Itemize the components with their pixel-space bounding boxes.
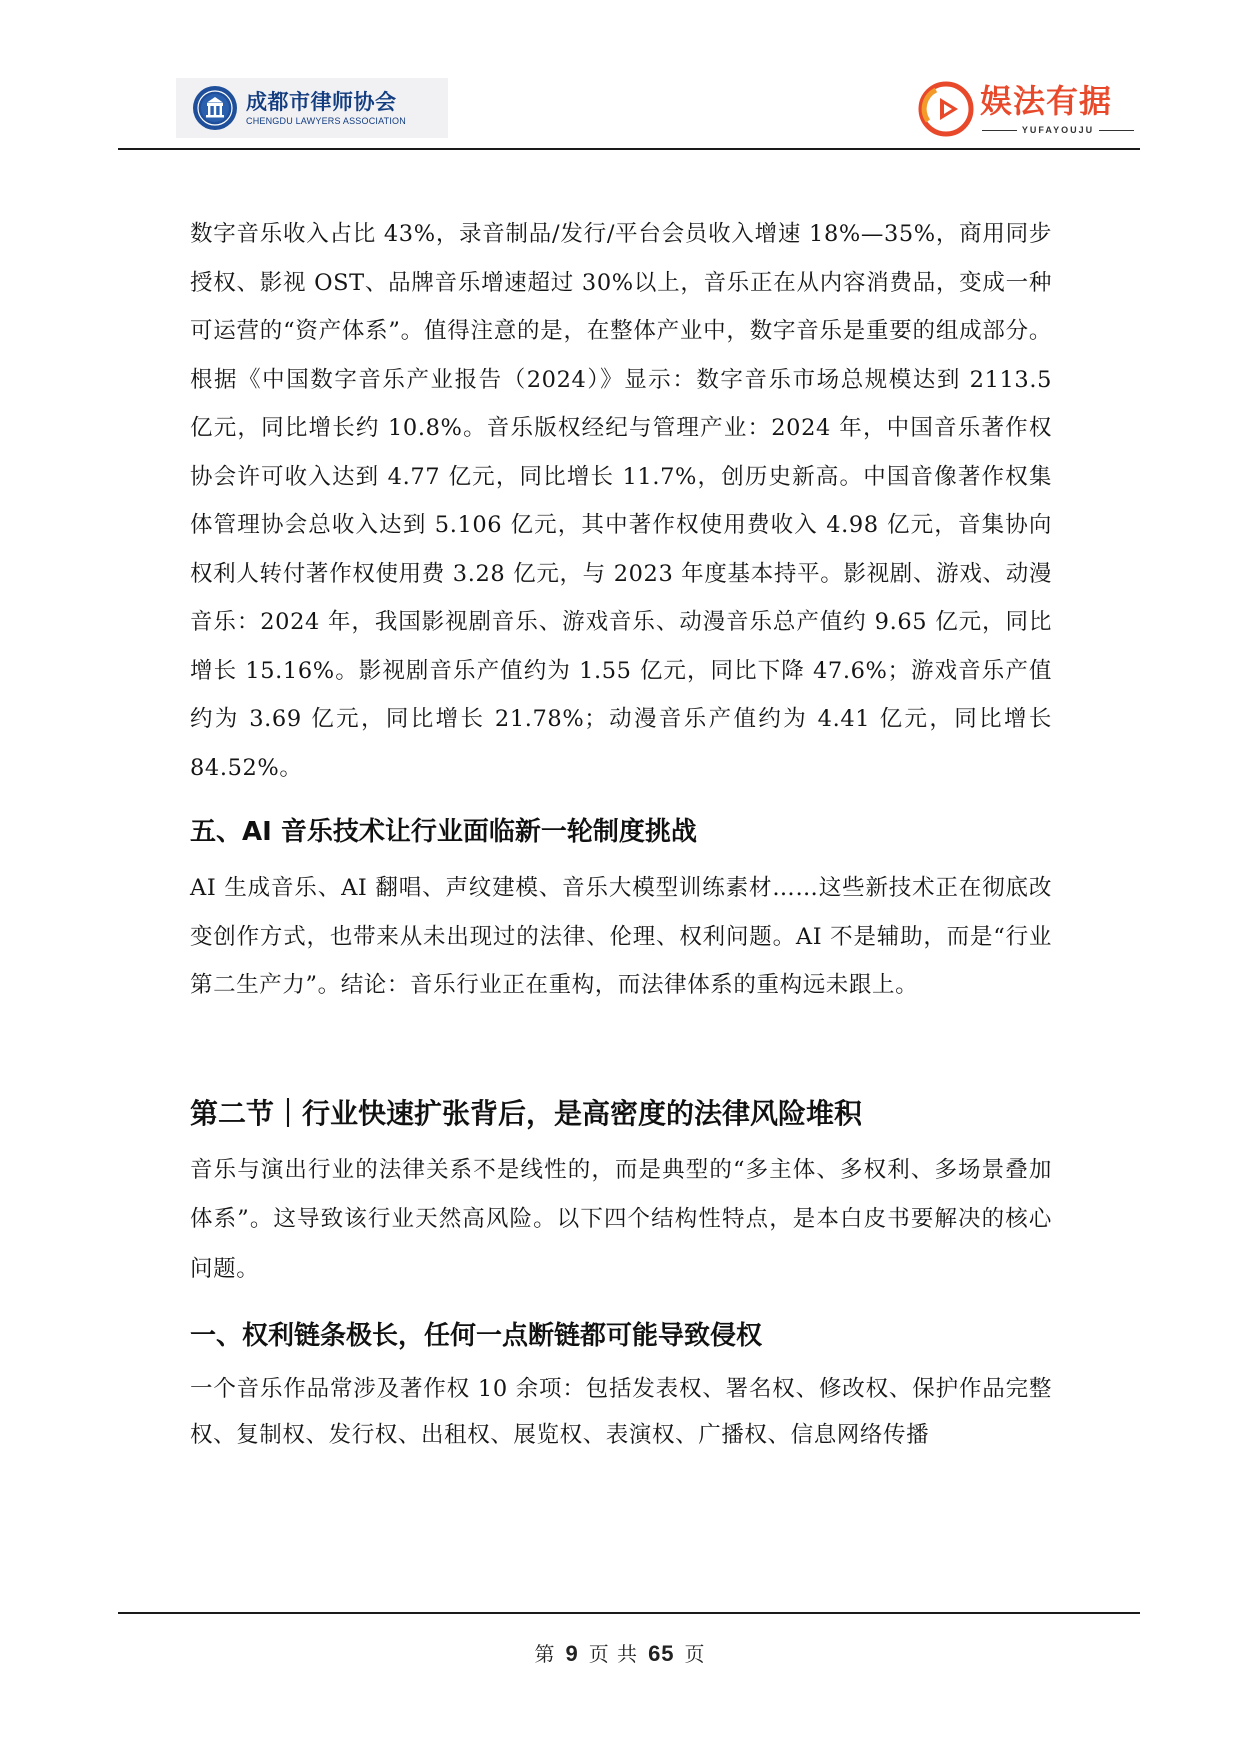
footer-middle: 页 共: [588, 1642, 639, 1666]
association-name-cn: 成都市律师协会: [246, 90, 397, 114]
brand-divider-right: [1099, 130, 1134, 131]
paragraph-copyright-items: 一个音乐作品常涉及著作权 10 余项：包括发表权、署名权、修改权、保护作品完整权、复制权、发行权、出租权、展览权、表演权、广播权、信息网络传播: [190, 1376, 1052, 1448]
chengdu-lawyers-association-logo: [176, 78, 448, 138]
total-page-number: 65: [648, 1641, 675, 1666]
page-header: [118, 72, 1140, 152]
brand-name-en: YUFAYOUJU: [1021, 125, 1095, 135]
page-content: [190, 210, 1052, 1458]
brand-divider-left: [982, 130, 1017, 131]
brand-name-cn: 娱法有据: [980, 82, 1113, 120]
footer-rule: [118, 1612, 1140, 1614]
header-rule: [118, 148, 1140, 150]
heading-ai-music-challenge: 五、AI 音乐技术让行业面临新一轮制度挑战: [190, 817, 697, 847]
association-name-en: CHENGDU LAWYERS ASSOCIATION: [246, 116, 406, 126]
section-title-legal-risk: 第二节｜行业快速扩张背后，是高密度的法律风险堆积: [190, 1096, 863, 1130]
current-page-number: 9: [565, 1641, 579, 1666]
footer-prefix: 第: [534, 1642, 556, 1666]
paragraph-digital-music-revenue: 数字音乐收入占比 43%，录音制品/发行/平台会员收入增速 18%—35%，商用同步授权、影视 OST、品牌音乐增速超过 30%以上，音乐正在从内容消费品，变成一种可运营的“资产体系”。值得注意的是，在整体产业中，数字音乐是重要的组成部分。根据《中国数字音乐产业报告（2024）》显示：数字音乐市场总规模达到 2113.5 亿元，同比增长约 10.8%。音乐版权经纪与管理产业：2024 年，中国音乐著作权协会许可收入达到 4.77 亿元，同比增长 11.7%，创历史新高。中国音像著作权集体管理协会总收入达到 5.106 亿元，其中著作权使用费收入 4.98 亿元，音集协向权利人转付著作权使用费 3.28 亿元，与 2023 年度基本持平。影视剧、游戏、动漫音乐：2024 年，我国影视剧音乐、游戏音乐、动漫音乐总产值约 9.65 亿元，同比增长 15.16%。影视剧音乐产值约为 1.55 亿元，同比下降 47.6%；游戏音乐产值约为 3.69 亿元，同比增长 21.78%；动漫音乐产值约为 4.41 亿元，同比增长 84.52%。: [190, 221, 1052, 781]
play-disc-icon: [918, 81, 974, 137]
lawyers-association-seal-icon: [192, 85, 238, 131]
page-number-footer: [0, 1638, 1240, 1667]
footer-suffix: 页: [684, 1642, 706, 1666]
yufayouju-logo: [918, 78, 1140, 140]
paragraph-ai-technology: AI 生成音乐、AI 翻唱、声纹建模、音乐大模型训练素材……这些新技术正在彻底改变创作方式，也带来从未出现过的法律、伦理、权利问题。AI 不是辅助，而是“行业第二生产力”。结论：音乐行业正在重构，而法律体系的重构远未跟上。: [190, 875, 1052, 998]
paragraph-legal-relations: 音乐与演出行业的法律关系不是线性的，而是典型的“多主体、多权利、多场景叠加体系”。这导致该行业天然高风险。以下四个结构性特点，是本白皮书要解决的核心问题。: [190, 1156, 1052, 1282]
brand-tagline: [982, 125, 1134, 135]
heading-rights-chain: 一、权利链条极长，任何一点断链都可能导致侵权: [190, 1321, 763, 1351]
